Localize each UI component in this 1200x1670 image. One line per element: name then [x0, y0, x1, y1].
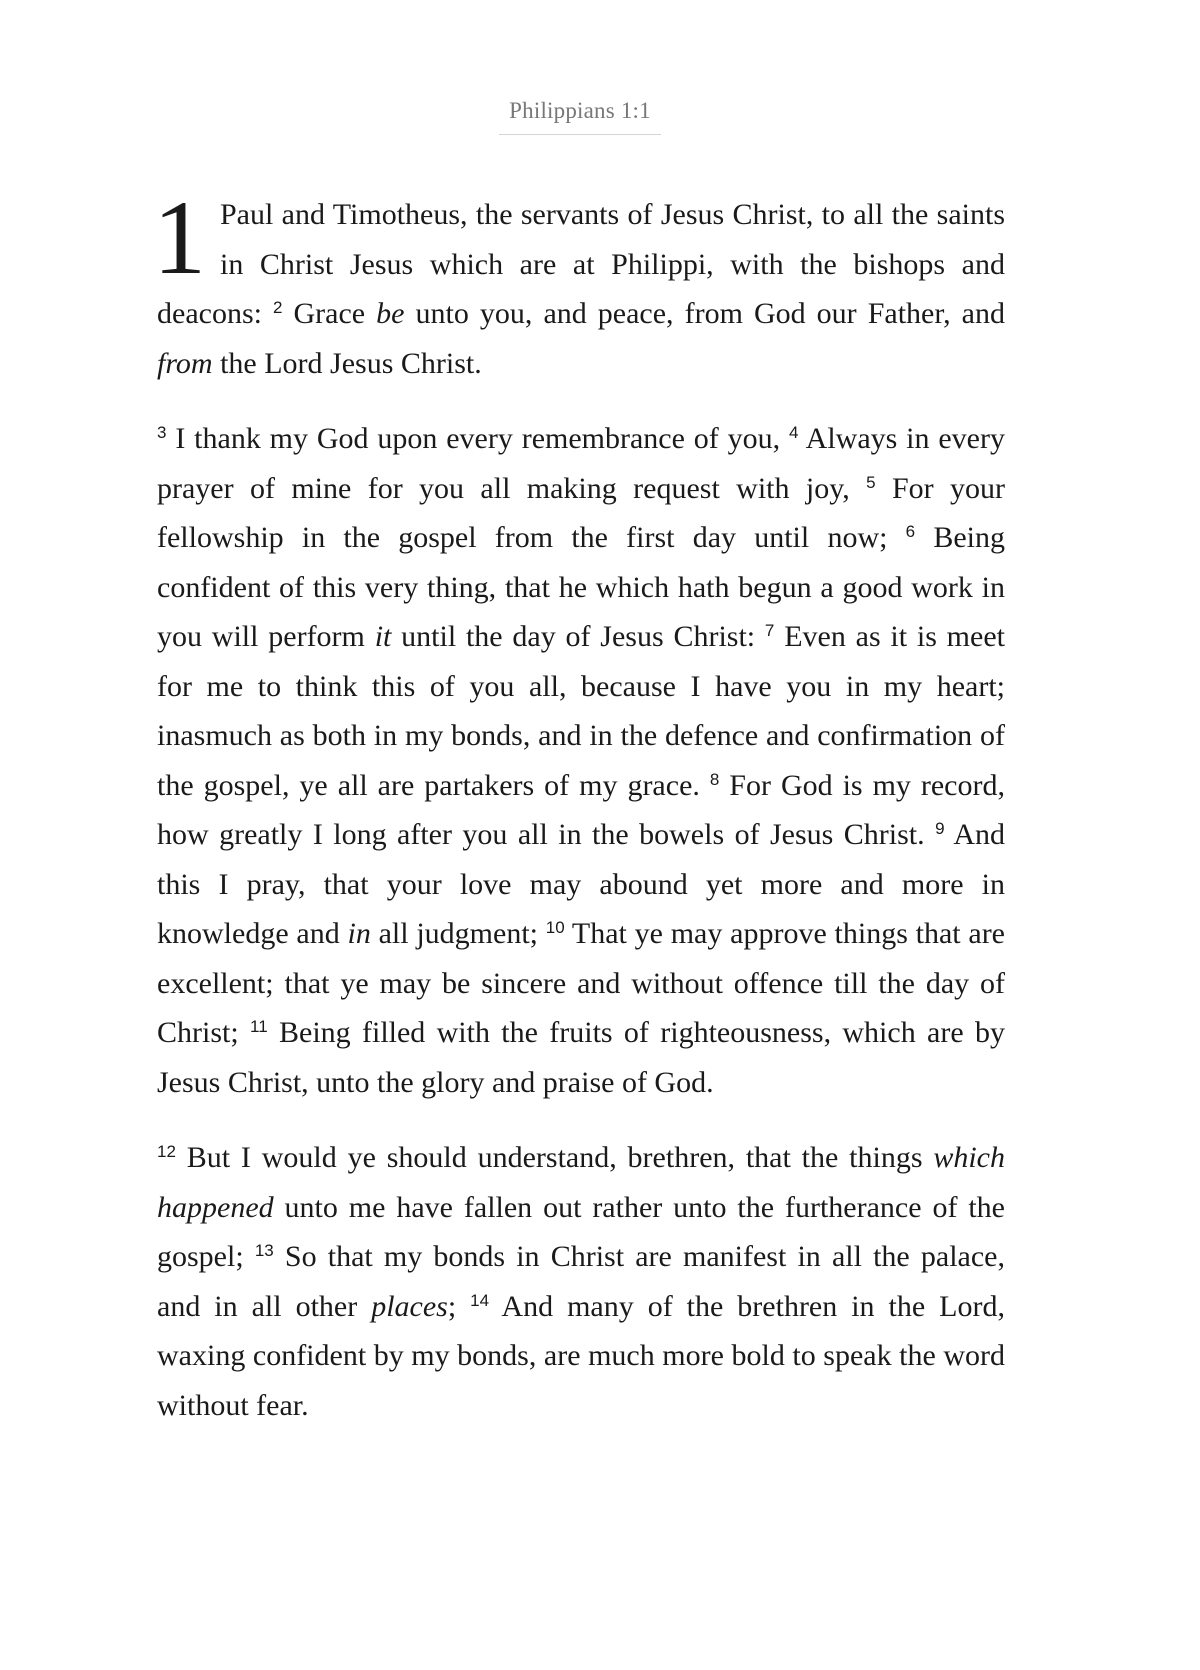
verse-text: Being confident of this very thing, that he which hath begun a good work in you will perform	[157, 521, 1005, 653]
verse-number: 13	[254, 1241, 274, 1260]
verse-text: unto you, and peace, from God our Father, and	[404, 297, 1005, 330]
italic-text: be	[376, 297, 405, 330]
verse-text: ;	[447, 1289, 471, 1323]
verse-number: 14	[470, 1290, 490, 1310]
verse-text: until the day of Jesus Christ:	[391, 620, 765, 653]
verse-text: Always in every prayer of mine for you all making request with joy,	[157, 422, 1005, 505]
verse-number: 10	[545, 918, 565, 937]
italic-text: places	[371, 1289, 448, 1323]
verse-text: the Lord Jesus Christ.	[212, 346, 482, 380]
verse-number: 11	[250, 1017, 268, 1036]
verse-text: Being filled with the fruits of righteousness, which are by Jesus Christ, unto the glory and praise of God.	[157, 1016, 1005, 1099]
italic-text: from	[157, 346, 213, 380]
chapter-number: 1	[153, 179, 206, 296]
verse-text: all judgment;	[370, 917, 546, 950]
verse-number: 8	[709, 769, 720, 789]
paragraph	[153, 179, 1005, 388]
italic-text: in	[347, 917, 371, 950]
verse-text: That ye may approve things that are excellent; that ye may be sincere and without offence till the day of Christ;	[157, 917, 1006, 1049]
verse-number: 2	[273, 298, 283, 317]
verse-text: Grace	[282, 297, 377, 330]
verse-text: I thank my God upon every remembrance of you,	[166, 422, 789, 455]
verse-text: For your fellowship in the gospel from the first day until now;	[157, 471, 1006, 554]
verse-number: 3	[157, 423, 167, 442]
verse-text: And many of the brethren in the Lord, waxing confident by my bonds, are much more bold to speak the word without fear.	[157, 1289, 1005, 1422]
verse-number: 7	[764, 621, 775, 640]
verse-text: And this I pray, that your love may abound yet more and more in knowledge and	[157, 818, 1005, 950]
page-header	[0, 98, 1160, 135]
verse-number: 9	[935, 819, 945, 838]
chapter-content	[153, 179, 1006, 1456]
verse-number: 6	[905, 522, 916, 541]
verse-text: unto me have fallen out rather unto the furtherance of the gospel;	[157, 1190, 1005, 1273]
page-title: Philippians 1:1	[499, 98, 661, 135]
verse-text: But I would ye should understand, brethren, that the things	[175, 1141, 934, 1174]
verse-text: For God is my record, how greatly I long after you all in the bowels of Jesus Christ.	[157, 768, 1005, 851]
verse-number: 12	[157, 1142, 176, 1161]
italic-text: which happened	[157, 1141, 1005, 1224]
paragraph	[157, 1133, 1005, 1430]
verse-number: 5	[866, 472, 876, 492]
paragraph	[157, 414, 1005, 1107]
verse-text: Paul and Timotheus, the servants of Jesus Christ, to all the saints in Christ Jesus which are at Philippi, with the bishops and deacons:	[157, 198, 1005, 330]
verse-text: Even as it is meet for me to think this of you all, because I have you in my heart; inasmuch as both in my bonds, and in the defence and confirmation of the gospel, ye all are partakers of my grace.	[157, 620, 1005, 802]
italic-text: it	[374, 620, 392, 653]
verse-number: 4	[789, 423, 799, 442]
verse-text: So that my bonds in Christ are manifest in all the palace, and in all other	[157, 1240, 1005, 1323]
